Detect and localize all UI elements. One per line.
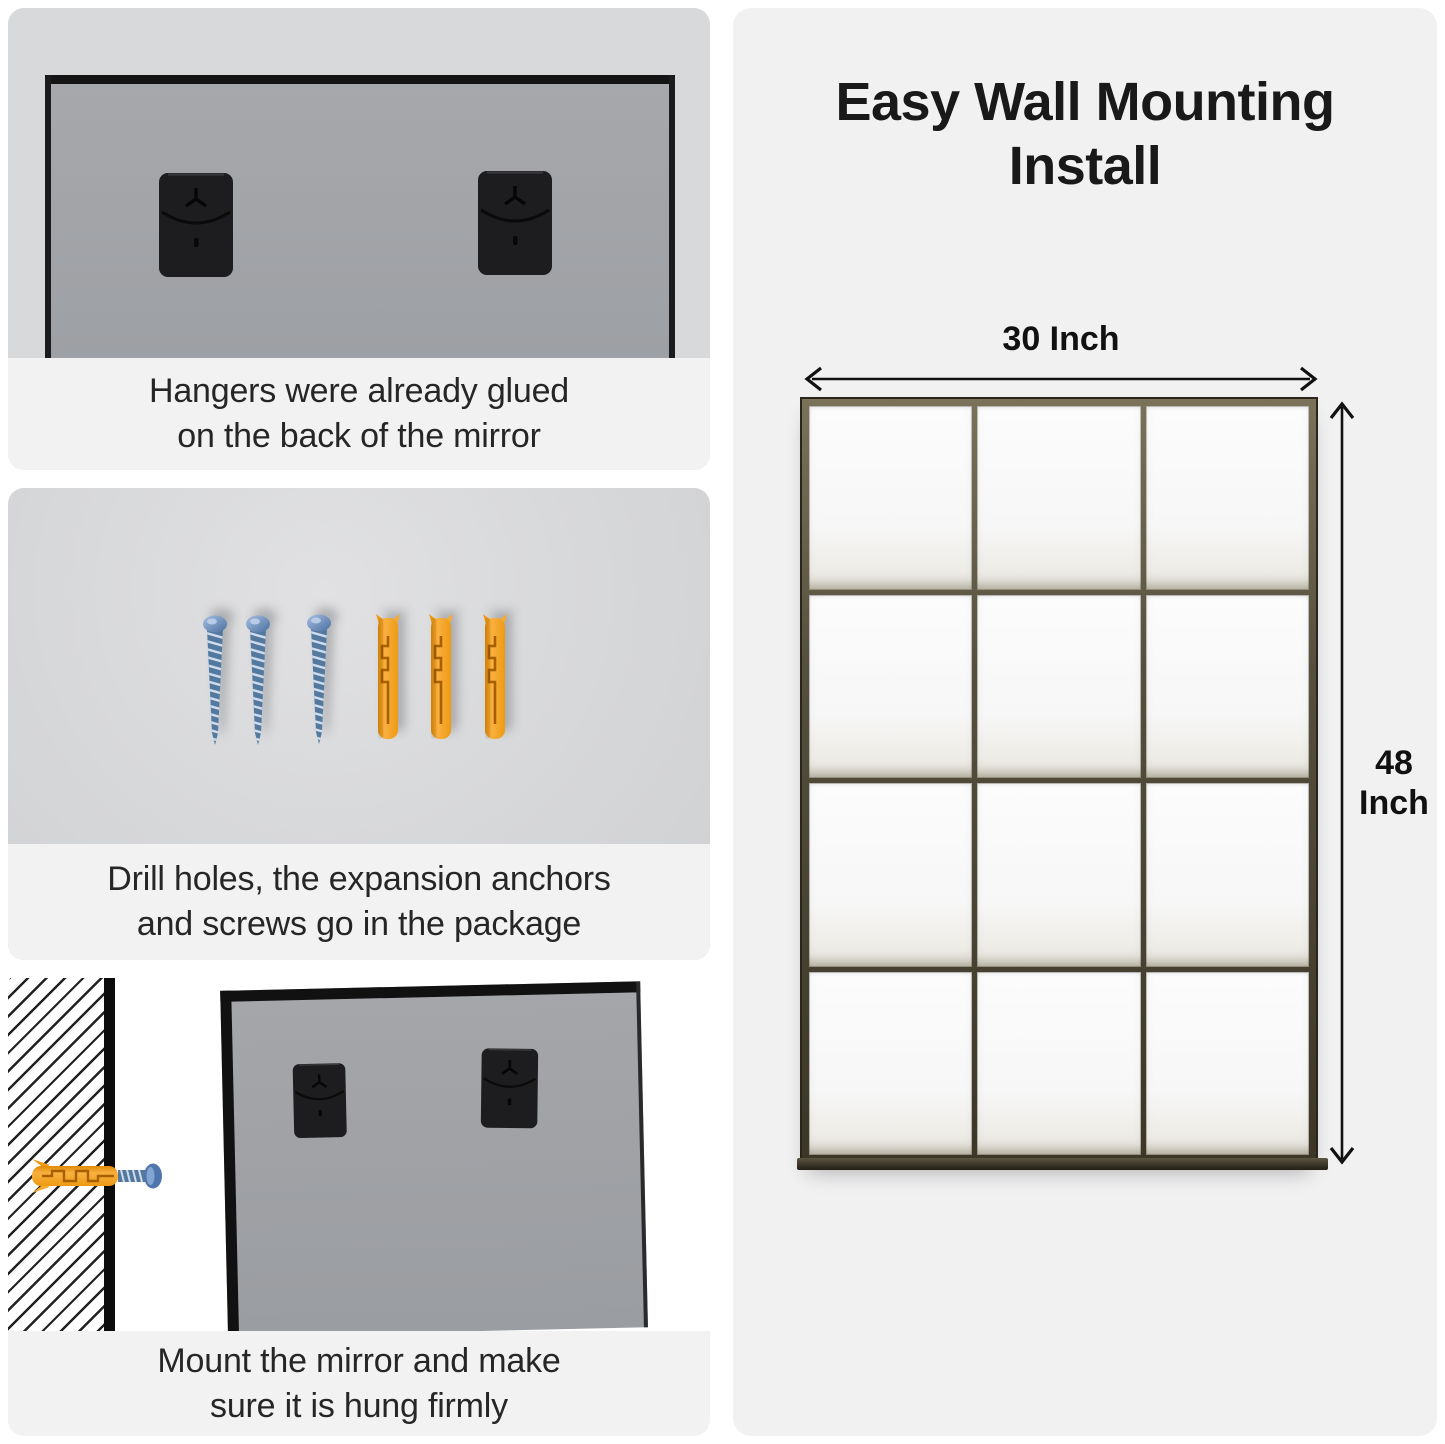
title-line: Install [1008, 136, 1162, 196]
hanger-icon [292, 1046, 348, 1155]
window-pane-mirror [800, 397, 1318, 1168]
width-arrow-icon [802, 364, 1320, 394]
step3-panel [8, 970, 710, 1436]
mirror-pane [1146, 595, 1309, 779]
mirror-frame-edge [636, 981, 648, 1327]
mirror-frame-edge [669, 75, 675, 358]
mirror-grid [809, 406, 1309, 1155]
mirror-back-photo [50, 75, 670, 358]
mirror-pane [1146, 972, 1309, 1156]
mirror-pane [809, 783, 972, 967]
mirror-pane [1146, 406, 1309, 590]
mirror-sill [797, 1158, 1328, 1170]
step1-panel [8, 8, 710, 470]
step2-panel [8, 488, 710, 960]
dimensions-panel [733, 8, 1437, 1436]
wall-surface-edge [104, 978, 115, 1331]
height-dimension-label [1349, 743, 1437, 823]
width-dimension-label: 30 Inch [1002, 320, 1120, 358]
caption-line: Hangers were already glued [148, 372, 570, 410]
hanger-icon [158, 172, 234, 278]
hanger-icon [480, 1034, 539, 1143]
step2-caption [8, 844, 710, 960]
mirror-pane [809, 406, 972, 590]
step3-caption [8, 1331, 710, 1436]
wall-cross-section [8, 978, 105, 1331]
mirror-pane [977, 783, 1140, 967]
caption-line: on the back of the mirror [177, 417, 541, 455]
caption-line: Drill holes, the expansion anchors [107, 860, 611, 898]
mirror-pane [809, 595, 972, 779]
expansion-anchor-icon [375, 610, 401, 742]
expansion-anchor-icon [428, 610, 454, 742]
mirror-pane [977, 972, 1140, 1156]
title-line: Easy Wall Mounting [835, 72, 1335, 132]
mirror-frame-edge [45, 75, 675, 84]
mirror-pane [809, 972, 972, 1156]
screw-icon [202, 615, 228, 747]
caption-line: Mount the mirror and make [157, 1341, 561, 1380]
mirror-pane [977, 595, 1140, 779]
mirror-pane [1146, 783, 1309, 967]
caption-line: sure it is hung firmly [210, 1386, 508, 1425]
step1-caption [8, 358, 710, 470]
dimension-unit: Inch [1359, 784, 1429, 822]
screw-icon [245, 615, 271, 747]
mirror-pane [977, 406, 1140, 590]
dimension-value: 48 [1375, 744, 1413, 782]
expansion-anchor-icon [482, 610, 508, 742]
hanger-icon [477, 170, 553, 276]
mirror-frame-edge [220, 981, 640, 1002]
mirror-frame-edge [45, 75, 51, 358]
mirror-back-photo [220, 981, 648, 1336]
screw-icon [306, 610, 332, 750]
panel-title [733, 70, 1437, 198]
anchor-in-wall-icon [28, 1156, 168, 1196]
caption-line: and screws go in the package [136, 905, 582, 943]
mirror-frame-edge [220, 991, 239, 1337]
